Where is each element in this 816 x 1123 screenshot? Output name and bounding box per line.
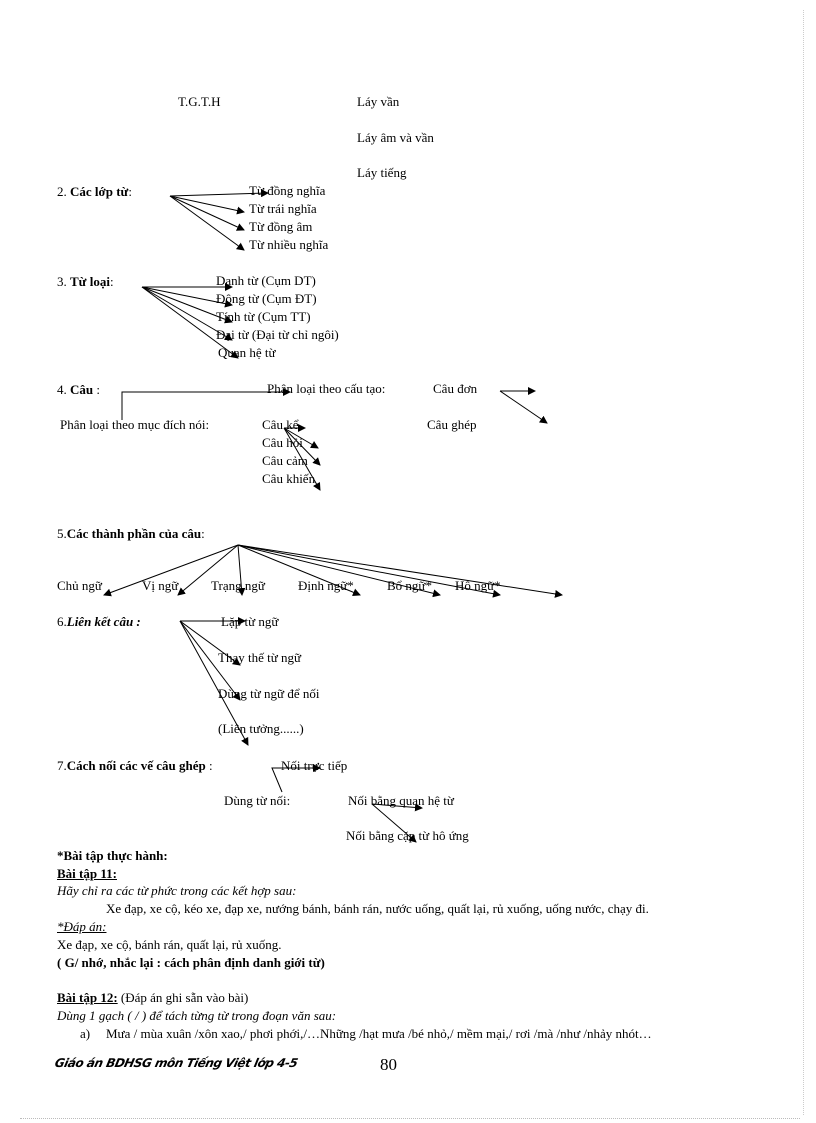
section3-item: Đại từ (Đại từ chỉ ngôi) [216, 327, 339, 342]
ex11-prompt: Hãy chỉ ra các từ phức trong các kết hợp sau: [57, 883, 297, 898]
section3-heading: 3. Từ loại: [57, 274, 114, 289]
section2-item: Từ trái nghĩa [249, 201, 317, 216]
section6-item: Dùng từ ngữ để nối [218, 686, 320, 701]
ex12-item-label: a) [80, 1026, 91, 1041]
practice-note: ( G/ nhớ, nhắc lại : cách phân định danh giới từ) [57, 955, 325, 970]
section5-item: Chủ ngữ [57, 578, 102, 593]
arrow-s2-3 [170, 196, 244, 230]
answer-label: *Đáp án: [57, 919, 107, 934]
section5-item: Định ngữ* [298, 578, 354, 593]
page-right-border [803, 10, 804, 1115]
section6-item: (Liên tưởng......) [218, 721, 304, 736]
ex12-heading: Bài tập 12: (Đáp án ghi sẵn vào bài) [57, 990, 249, 1005]
practice-heading: *Bài tập thực hành: [57, 848, 168, 863]
section2-item: Từ đồng nghĩa [249, 183, 326, 198]
section4-purpose-item: Câu cảm [262, 453, 308, 468]
tgth-item: Láy tiếng [357, 165, 407, 180]
tgth-item: Láy âm và vần [357, 130, 434, 145]
ex12-item-text: Mưa / mùa xuân /xôn xao,/ phơi phới,/…Những /hạt mưa /bé nhỏ,/ mềm mại,/ rơi /mà /như /nhảy nhót… [106, 1026, 652, 1041]
section4-purpose-label: Phân loại theo mục đích nói: [60, 417, 210, 432]
section6-item: Thay thế từ ngữ [218, 650, 302, 665]
section4-structure-label: Phân loại theo cấu tạo: [267, 381, 386, 396]
section7-connector-item: Nối bằng cặp từ hô ứng [346, 828, 469, 843]
section4-purpose-item: Câu khiến [262, 471, 316, 486]
tgth-item: Láy vần [357, 94, 400, 109]
section5-item: Bổ ngữ* [387, 578, 432, 593]
section6-heading: 6.Liên kết câu : [57, 614, 141, 629]
page-bottom-border [20, 1118, 800, 1119]
section3-item: Động từ (Cụm ĐT) [216, 291, 317, 306]
arrow-s4-compound [500, 391, 547, 423]
section3-item: Danh từ (Cụm DT) [216, 273, 316, 288]
section4-simple: Câu đơn [433, 381, 478, 396]
tgth-label: T.G.T.H [178, 94, 221, 109]
section5-heading: 5.Các thành phần của câu: [57, 526, 205, 541]
ex11-title: Bài tập 11: [57, 866, 117, 881]
section7-connector-item: Nối bằng quan hệ từ [348, 793, 454, 808]
footer-signature: Giáo án BDHSG môn Tiếng Việt lớp 4-5 [53, 1056, 299, 1070]
section2-heading: 2. Các lớp từ: [57, 184, 132, 199]
arrow-s4-structure [122, 392, 290, 420]
section2-item: Từ nhiều nghĩa [249, 237, 329, 252]
section3-item: Quan hệ từ [218, 345, 276, 360]
ex11-text: Xe đạp, xe cộ, kéo xe, đạp xe, nướng bánh, bánh rán, nước uống, quất lại, rủ xuống, uống nước, chạy đi. [106, 901, 649, 916]
section7-heading: 7.Cách nối các vế câu ghép : [57, 758, 213, 773]
section3-item: Tính từ (Cụm TT) [216, 309, 311, 324]
section4-purpose-item: Câu hỏi [262, 435, 303, 450]
section5-item: Vị ngữ [142, 578, 179, 593]
section7-connector-label: Dùng từ nối: [224, 793, 291, 808]
section6-item: Lặp từ ngữ [221, 614, 279, 629]
section4-purpose-item: Câu kể [262, 417, 299, 432]
section4-heading: 4. Câu : [57, 382, 100, 397]
section5-item: Trạng ngữ [211, 578, 265, 593]
section2-item: Từ đồng âm [249, 219, 313, 234]
section7-direct: Nối trực tiếp [281, 758, 348, 773]
section5-item: Hô ngữ* [455, 578, 501, 593]
page-number: 80 [380, 1055, 397, 1074]
section4-compound: Câu ghép [427, 417, 477, 432]
answer-text: Xe đạp, xe cộ, bánh rán, quất lại, rủ xuống. [57, 937, 282, 952]
ex12-prompt: Dùng 1 gạch ( / ) để tách từng từ trong đoạn văn sau: [57, 1008, 337, 1023]
